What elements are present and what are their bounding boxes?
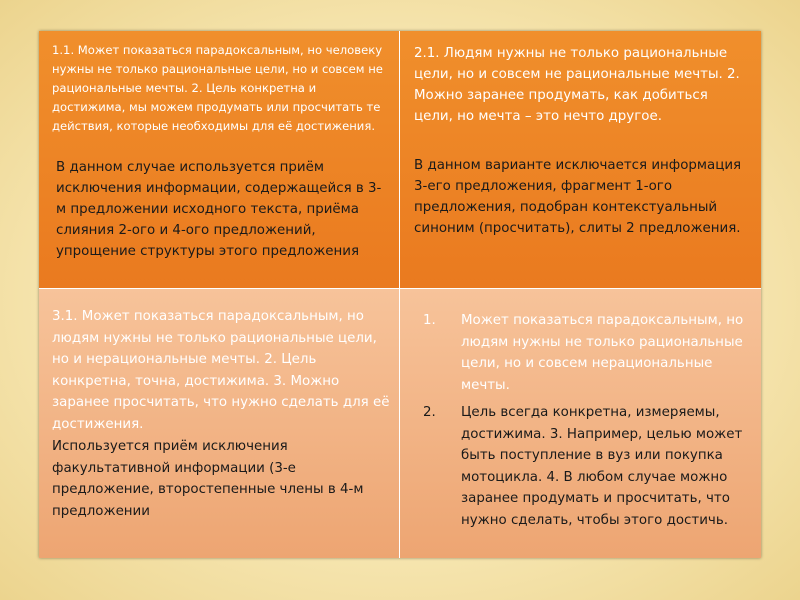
cell-top-left-comment: В данном случае используется приём исключения информации, содержащейся в 3-м предложении исходного текста, приёма слияния 2-ого и 4-ого предложений, упрощение структуры этого предложения — [56, 160, 382, 259]
cell-top-left — [39, 31, 400, 289]
cell-bottom-left — [39, 289, 400, 558]
cell-top-left-main-text: 1.1. Может показаться парадоксальным, но человеку нужны не только рациональные цели, но и совсем не рациональные мечты. 2. Цель конкретна и достижима, мы можем продумать или просчитать те действия, которые необходимы для её достижения. — [52, 43, 383, 133]
cell-bottom-left-main-text: 3.1. Может показаться парадоксальным, но людям нужны не только рациональные цели, но и нерациональные мечты. 2. Цель конкретна, точна, достижима. 3. Можно заранее просчитать, что нужно сделать для её достижения. — [52, 309, 390, 432]
cell-top-right — [400, 31, 761, 289]
list-item — [400, 310, 745, 396]
list-item-number: 1. — [423, 313, 436, 328]
numbered-list — [400, 310, 745, 537]
list-item-text: Цель всегда конкретна, измеряемы, достижима. 3. Например, целью может быть поступление в вуз или покупка мотоцикла. 4. В любом случае можно заранее продумать и просчитать, что нужно сделать, чтобы этого достичь. — [461, 405, 743, 528]
cell-top-right-main-text: 2.1. Людям нужны не только рациональные цели, но и совсем не рациональные мечты. 2. Можно заранее продумать, как добиться цели, но мечта – это нечто другое. — [414, 46, 740, 124]
list-item — [400, 402, 745, 531]
comparison-table — [39, 31, 761, 558]
cell-bottom-right — [400, 289, 761, 558]
cell-top-right-comment: В данном варианте исключается информация 3-его предложения, фрагмент 1-ого предложения, подобран контекстуальный синоним (просчитать), слиты 2 предложения. — [414, 158, 742, 236]
cell-bottom-left-comment: Используется приём исключения факультативной информации (3-е предложение, второстепенные члены в 4-м предложении — [52, 439, 364, 519]
list-item-number: 2. — [423, 405, 436, 420]
list-item-text: Может показаться парадоксальным, но людям нужны не только рациональные цели, но и совсем нерациональные мечты. — [461, 313, 744, 393]
